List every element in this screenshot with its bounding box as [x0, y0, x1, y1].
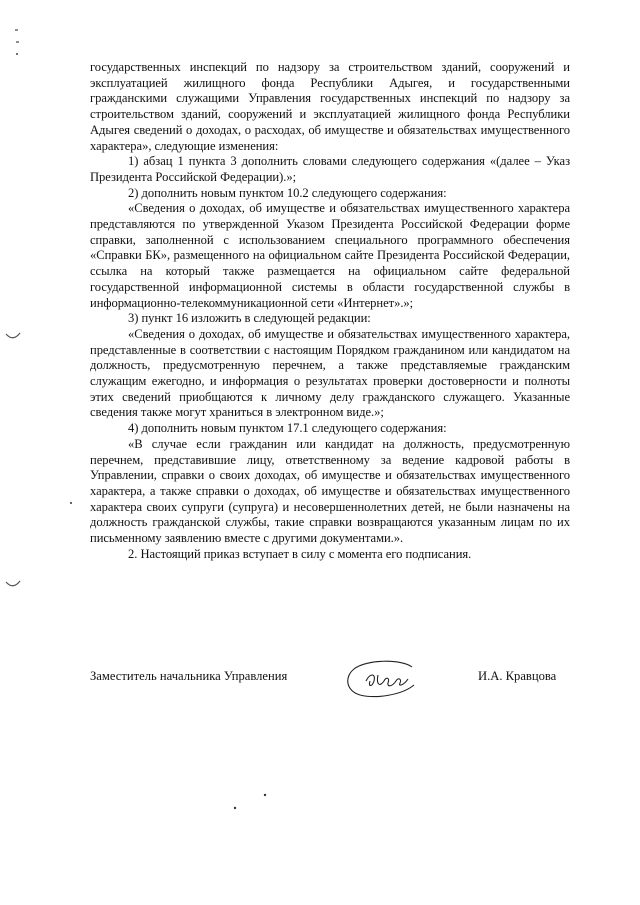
scan-mark-left-1 — [4, 330, 22, 344]
paragraph-effective-date: 2. Настоящий приказ вступает в силу с момента его подписания. — [128, 546, 472, 561]
scan-mark-top-left — [12, 28, 26, 58]
signer-position: Заместитель начальника Управления — [90, 669, 288, 683]
paragraph-item-4-quote: «В случае если гражданин или кандидат на должность, предусмотренную перечнем, представившие лицу, ответственному за ведение кадровой работы в Управлении, справки о своих доходах, об имуществе и обязательствах имущественного характера, а также справки о доходах, об имуществе и обязательствах имущественного характера своих супруги (супруга) и несовершеннолетних детей, не были назначены на должность гражданской службы, такие справки возвращаются указанным лицам по их письменному заявлению вместе с другими документами.». — [90, 436, 570, 546]
paragraph-item-4: 4) дополнить новым пунктом 17.1 следующего содержания: — [128, 421, 447, 436]
paragraph-item-3-quote: «Сведения о доходах, об имуществе и обязательствах имущественного характера, представленные в соответствии с настоящим Порядком гражданином или кандидатом на должность, предусмотренную перечнем, а также представляемые гражданским служащим ежегодно, и информация о результатах проверки достоверности и полноты этих сведений приобщаются к личному делу гражданского служащего. Указанные сведения также могут храниться в электронном виде.»; — [90, 326, 570, 420]
paragraph-item-2: 2) дополнить новым пунктом 10.2 следующего содержания: — [128, 185, 447, 200]
signer-name: И.А. Кравцова — [478, 669, 557, 683]
handwritten-signature-icon — [342, 657, 422, 701]
scan-mark-dot-1 — [262, 792, 268, 798]
scan-mark-left-2 — [4, 578, 22, 592]
document-body — [90, 60, 570, 563]
signature-block — [90, 667, 570, 707]
scan-mark-dot-3 — [68, 500, 74, 506]
paragraph-item-2-quote: «Сведения о доходах, об имуществе и обязательствах имущественного характера представляются по утвержденной Указом Президента Российской Федерации форме справки, заполненной с использованием специального программного обеспечения «Справки БК», размещенного на официальном сайте Президента Российской Федерации, ссылка на который также размещается на официальном сайте федеральной государственной информационной системы в области государственной службы в информационно-телекоммуникационной сети «Интернет».»; — [90, 201, 570, 310]
paragraph-item-1: 1) абзац 1 пункта 3 дополнить словами следующего содержания «(далее – Указ Президента Российской Федерации).»; — [90, 154, 570, 184]
paragraph-item-3: 3) пункт 16 изложить в следующей редакции: — [128, 311, 371, 326]
paragraph-intro: государственных инспекций по надзору за строительством зданий, сооружений и эксплуатацией жилищного фонда Республики Адыгея, и государственными гражданскими служащими Управления государственных инспекций по надзору за строительством зданий, сооружений и эксплуатацией жилищного фонда Республики Адыгея сведений о доходах, о расходах, об имуществе и обязательствах имущественного характера», следующие изменения: — [90, 60, 570, 153]
scan-mark-dot-2 — [232, 805, 238, 811]
